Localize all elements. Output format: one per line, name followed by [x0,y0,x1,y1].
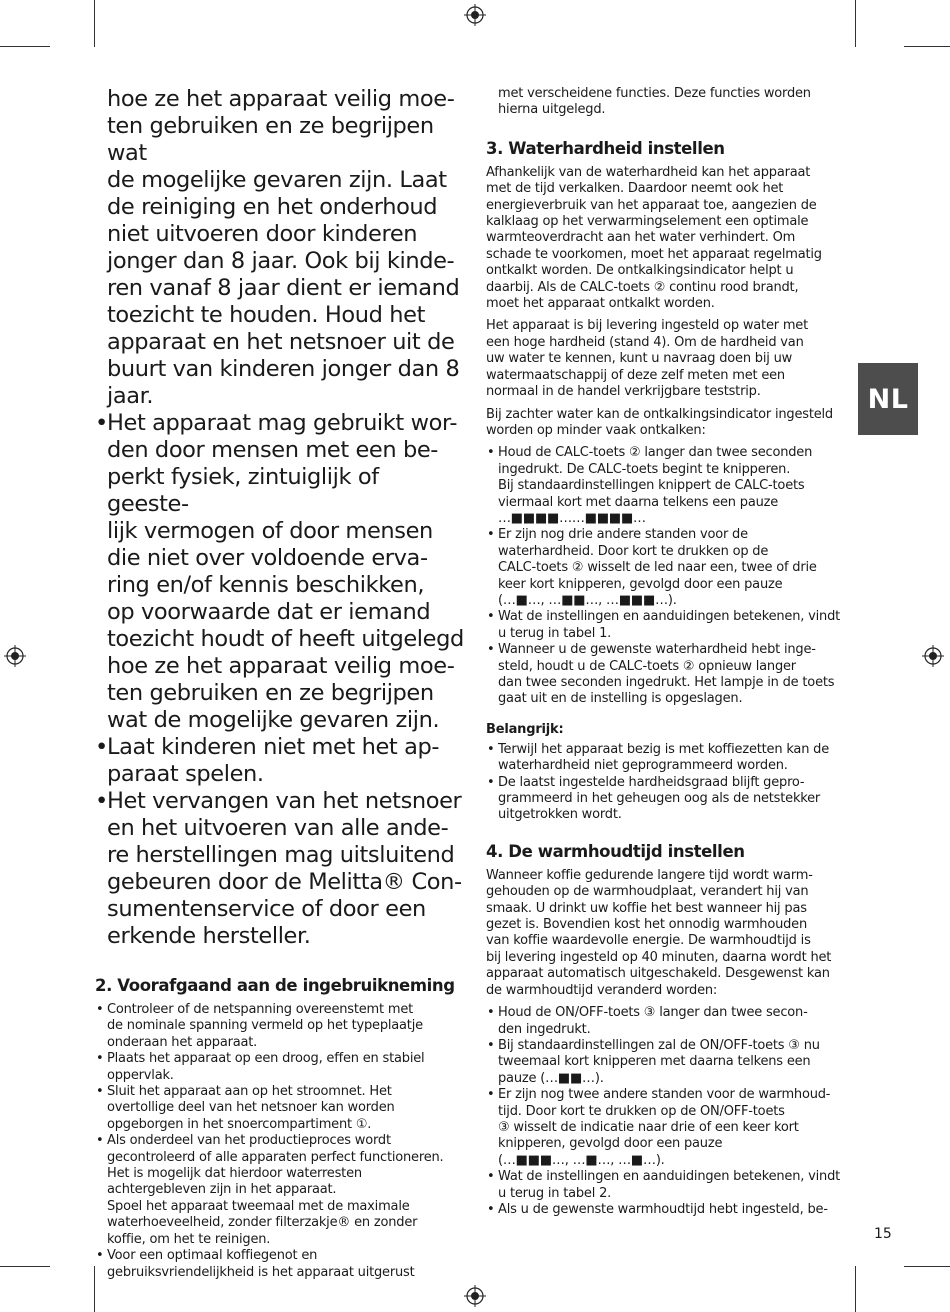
list-item [486,1005,858,1038]
list-item [95,734,467,788]
crop-mark [855,1266,856,1312]
list-item [95,1133,467,1248]
bullet: • [487,1087,495,1103]
section-3-list [486,445,858,708]
left-column [95,86,467,1287]
crop-mark [855,0,856,47]
bullet: • [95,788,108,814]
bullet: • [487,774,495,790]
list-item-text: Laat kinderen niet met het ap- paraat spelen. [107,734,440,787]
list-item [486,775,858,824]
continuation-text: met verscheidene functies. Deze functies worden hierna uitgelegd. [498,86,811,118]
list-item-text: Als onderdeel van het productieproces wordt gecontroleerd of alle apparaten perfect functioneren. Het is mogelijk dat hierdoor waterresten achtergebleven zijn in het apparaat. Spoel het apparaat tweemaal met de maximale waterhoeveelheid, zonder filterzakje® en zonder koffie, om het te reinigen. [107,1133,444,1247]
list-item-text: Er zijn nog drie andere standen voor de waterhardheid. Door kort te drukken op de CALC-toets ② wisselt de led naar een, twee of drie keer kort knipperen, gevolgd door een pauze (…■…, …■■…, …■■■…). [498,527,817,608]
bullet: • [487,1169,495,1185]
bullet: • [487,609,495,625]
paragraph: Het apparaat is bij levering ingesteld op water met een hoge hardheid (stand 4). Om de hardheid van uw water te kennen, kunt u navraag doen bij uw watermaatschappij of deze zelf meten met een normaal in de handel verkrijgbare teststrip. [486,318,808,400]
crop-mark [94,0,95,47]
list-item [95,1051,467,1084]
registration-mark-icon [464,1285,486,1307]
crop-mark [0,46,50,47]
list-item-text: Houd de ON/OFF-toets ③ langer dan twee secon- den ingedrukt. [498,1005,808,1037]
section-2 [95,976,467,1281]
list-item [486,609,858,642]
list-item [486,742,858,775]
bullet: • [487,1037,495,1053]
list-item-text: Wanneer u de gewenste waterhardheid hebt inge- steld, houdt u de CALC-toets ② opnieuw langer dan twee seconden ingedrukt. Het lampje in de toets gaat uit en de instelling is opgeslagen. [498,642,835,707]
page-number: 15 [874,1226,892,1242]
bullet: • [96,1133,104,1149]
bullet: • [487,1201,495,1217]
list-item [95,788,467,950]
section-heading: 2. Voorafgaand aan de ingebruikneming [95,976,455,995]
list-item [95,1002,467,1051]
list-item-text: Het apparaat mag gebruikt wor- den door mensen met een be- perkt fysiek, zintuiglijk of geeste- lijk vermogen of door mensen die niet over voldoende erva- ring en/of kennis beschikken, op voorwaarde dat er iemand toezicht houdt of heeft uitgelegd hoe ze het apparaat veilig moe- ten gebruiken en ze begrijpen wat de mogelijke gevaren zijn. [107,410,464,733]
bullet: • [487,642,495,658]
list-item-text: Voor een optimaal koffiegenot en gebruiksvriendelijkheid is het apparaat uitgerust [107,1248,415,1280]
important-note [486,722,858,824]
list-item [486,1202,858,1218]
section-heading: 3. Waterhardheid instellen [486,138,725,158]
important-list [486,742,858,824]
bullet: • [487,1005,495,1021]
list-item [486,527,858,609]
crop-mark [904,1266,950,1267]
list-item [95,1248,467,1281]
list-item-text: Controleer of de netspanning overeenstemt met de nominale spanning vermeld op het typeplaatje onderaan het apparaat. [107,1002,423,1050]
list-item-text: Het vervangen van het netsnoer en het uitvoeren van alle ande- re herstellingen mag uitsluitend gebeuren door de Melitta® Con- sumentenservice of door een erkende hersteller. [107,788,462,949]
intro-continuation: hoe ze het apparaat veilig moe- ten gebruiken en ze begrijpen wat de mogelijke gevaren zijn. Laat de reiniging en het onderhoud niet uitvoeren door kinderen jonger dan 8 jaar. Ook bij kinde- ren vanaf 8 jaar dient er iemand toezicht te houden. Houd het apparaat en het netsnoer uit de buurt van kinderen jonger dan 8 jaar. [107,86,460,409]
bullet: • [96,1084,104,1100]
crop-mark [0,1266,50,1267]
bullet: • [96,1002,104,1017]
registration-mark-icon [4,645,26,667]
list-item [95,1084,467,1133]
list-item-text: Terwijl het apparaat bezig is met koffiezetten kan de waterhardheid niet geprogrammeerd worden. [498,741,830,774]
bullet: • [96,1051,104,1067]
bullet: • [487,527,495,543]
safety-bullet-list [95,410,467,950]
section-2-list [95,1002,467,1281]
paragraph: Afhankelijk van de waterhardheid kan het apparaat met de tijd verkalken. Daardoor neemt ook het energieverbruik van het apparaat toe, aangezien de kalklaag op het verwarmingselement een optimale warmteoverdracht aan het water verhindert. Om schade te voorkomen, moet het apparaat regelmatig ontkalkt worden. De ontkalkingsindicator helpt u daarbij. Als de CALC-toets ② continu rood brandt, moet het apparaat ontkalkt worden. [486,164,822,312]
list-item-text: Houd de CALC-toets ② langer dan twee seconden ingedrukt. De CALC-toets begint te knipperen. Bij standaardinstellingen knippert de CALC-toets viermaal kort met daarna telkens een pauze …■■■■……■■■■… [498,445,813,526]
bullet: • [487,445,495,461]
bullet: • [487,741,495,757]
list-item-text: Sluit het apparaat aan op het stroomnet. Het overtollige deel van het netsnoer kan worden opgeborgen in het snoercompartiment ①. [107,1084,395,1132]
list-item [486,1087,858,1169]
list-item-text: Wat de instellingen en aanduidingen betekenen, vindt u terug in tabel 1. [498,609,841,641]
bullet: • [95,410,108,436]
list-item [486,1038,858,1087]
registration-mark-icon [922,645,944,667]
list-item-text: Wat de instellingen en aanduidingen betekenen, vindt u terug in tabel 2. [498,1169,841,1201]
list-item-text: Als u de gewenste warmhoudtijd hebt ingesteld, be- [498,1201,828,1217]
list-item [486,642,858,708]
list-item-text: Plaats het apparaat op een droog, effen en stabiel oppervlak. [107,1051,425,1083]
list-item-text: Er zijn nog twee andere standen voor de warmhoud- tijd. Door kort te drukken op de ON/OFF-toets ③ wisselt de indicatie naar drie of een keer kort knipperen, gevolgd door een pauze (…■■■…, …■…, …■…). [498,1087,831,1168]
bullet: • [96,1248,104,1264]
right-column [486,86,858,1224]
section-heading: 4. De warmhoudtijd instellen [486,841,745,861]
safety-text-large [95,86,467,950]
section-4-list [486,1005,858,1218]
list-item [95,410,467,734]
registration-mark-icon [464,4,486,26]
section-3 [486,139,858,708]
list-item [486,445,858,527]
language-tab: NL [858,363,918,435]
list-item-text: De laatst ingestelde hardheidsgraad blijft gepro- grammeerd in het geheugen oog als de netstekker uitgetrokken wordt. [498,774,821,823]
section-4 [486,842,858,1219]
paragraph: Bij zachter water kan de ontkalkingsindicator ingesteld worden op minder vaak ontkalken: [486,406,833,438]
bullet: • [95,734,108,760]
paragraph: Wanneer koffie gedurende langere tijd wordt warm- gehouden op de warmhoudplaat, verandert hij van smaak. U drinkt uw koffie het best wanneer hij pas gezet is. Bovendien kost het onnodig warmhouden van koffie waardevolle energie. De warmhoudtijd is bij levering ingesteld op 40 minuten, daarna wordt het apparaat automatisch uitgeschakeld. Desgewenst kan de warmhoudtijd veranderd worden: [486,867,832,998]
list-item-text: Bij standaardinstellingen zal de ON/OFF-toets ③ nu tweemaal kort knipperen met daarna telkens een pauze (…■■…). [498,1037,820,1086]
crop-mark [904,46,950,47]
important-heading: Belangrijk: [486,721,564,737]
list-item [486,1169,858,1202]
